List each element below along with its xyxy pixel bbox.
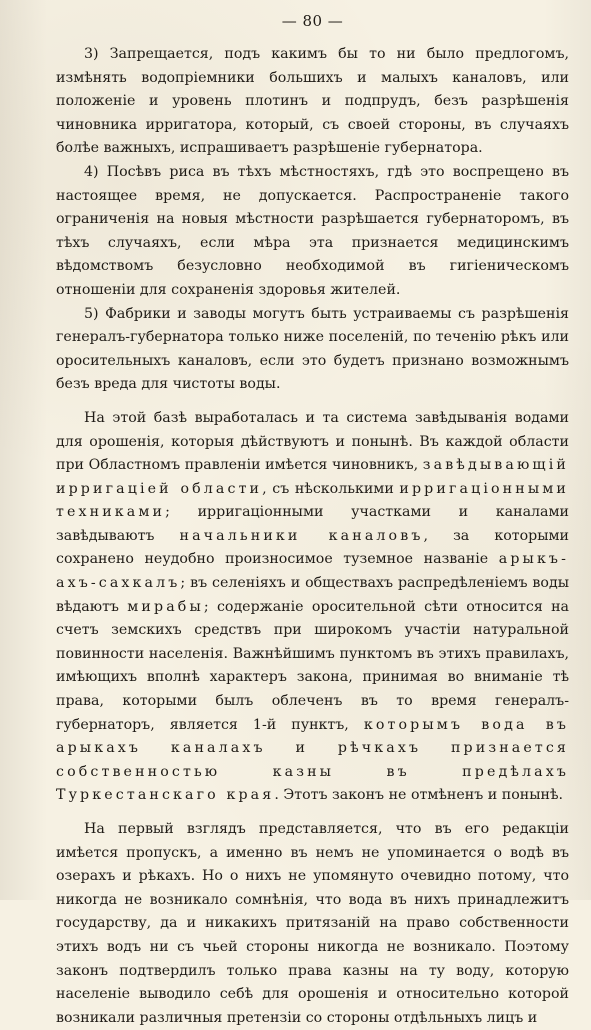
text-fragment: . Этотъ законъ не отмѣненъ и понынѣ. <box>274 787 564 804</box>
spaced-term: которымъ вода въ арыкахъ каналахъ и рѣчкахъ признается собственностью казны въ предѣлахъ Туркестанскаго края <box>56 716 569 804</box>
spaced-term: начальники каналовъ <box>179 527 424 544</box>
spaced-term: завѣдывающій ирригаціей области <box>56 457 569 497</box>
paragraph-rule-3: 3) Запрещается, подъ какимъ бы то ни было предлогомъ, измѣнять водопріемники большихъ и малыхъ каналовъ, или положеніе и уровень плотинъ и подпрудъ, безъ разрѣшенія чиновника ирригатора, который, съ своей стороны, въ случаяхъ болѣе важныхъ, испрашиваетъ разрѣшеніе губернатора. <box>56 46 569 157</box>
paragraph-rule-5: 5) Фабрики и заводы могутъ быть устраиваемы съ разрѣшенія генералъ-губернатора только ниже поселеній, по теченію рѣкъ или оросительныхъ каналовъ, если это будетъ признано возможнымъ безъ вреда для чистоты воды. <box>56 305 569 393</box>
spaced-term: арыкъ-ахъ-сахкалъ <box>56 551 569 592</box>
text-fragment: На этой базѣ выработалась и та система завѣдыванія водами для орошенія, которыя дѣйствуютъ и понынѣ. Въ каждой области при Областномъ правленіи имѣется чиновникъ, <box>56 409 569 474</box>
text-fragment: ; содержаніе оросительной сѣти относится на счетъ земскихъ средствъ при широкомъ участіи натуральной повинности населенія. Важнѣйшимъ пунктомъ въ этихъ правилахъ, имѣющихъ вполнѣ характеръ закона, принимая во вниманіе тѣ права, которыми былъ облеченъ въ то время генералъ-губернаторъ, является 1-й пунктъ, <box>56 598 569 733</box>
spaced-term: мирабы <box>127 598 204 615</box>
paragraph-irrigation-system <box>56 407 569 808</box>
text-fragment: ; въ селеніяхъ и обществахъ распредѣленіемъ воды вѣдаютъ <box>56 575 569 615</box>
paragraph-rule-4: 4) Посѣвъ риса въ тѣхъ мѣстностяхъ, гдѣ это воспрещено въ настоящее время, не допускается. Распространеніе такого ограниченія на новыя мѣстности разрѣшается губернаторомъ, въ тѣхъ случаяхъ, если мѣра эта признается медицинскимъ вѣдомствомъ безусловно необходимой въ гигіеническомъ отношеніи для сохраненія здоровья жителей. <box>56 163 569 298</box>
text-fragment: , за которыми сохранено неудобно произносимое туземное названіе <box>56 527 569 568</box>
text-fragment: , съ нѣсколькими <box>262 480 400 497</box>
spaced-term: ирригаціонными техниками <box>56 480 569 521</box>
text-fragment: ; ирригаціонными участками и каналами завѣдываютъ <box>56 504 569 544</box>
page-number: — 80 — <box>281 12 344 30</box>
paragraph-first-glance: На первый взглядъ представляется, что въ его редакціи имѣется пропускъ, а именно въ немъ не упоминается о водѣ въ озерахъ и рѣкахъ. Но о нихъ не упомянуто очевидно потому, что никогда не возникало сомнѣнія, что вода въ нихъ принадлежитъ государству, да и никакихъ притязаній на право собственности этихъ водъ ни съ чьей стороны никогда не возникало. Поэтому законъ подтвердилъ только права казны на ту воду, которую населеніе выводило себѣ для орошенія и относительно которой возникали различныя претензіи со стороны отдѣльныхъ лицъ и <box>56 821 569 1026</box>
